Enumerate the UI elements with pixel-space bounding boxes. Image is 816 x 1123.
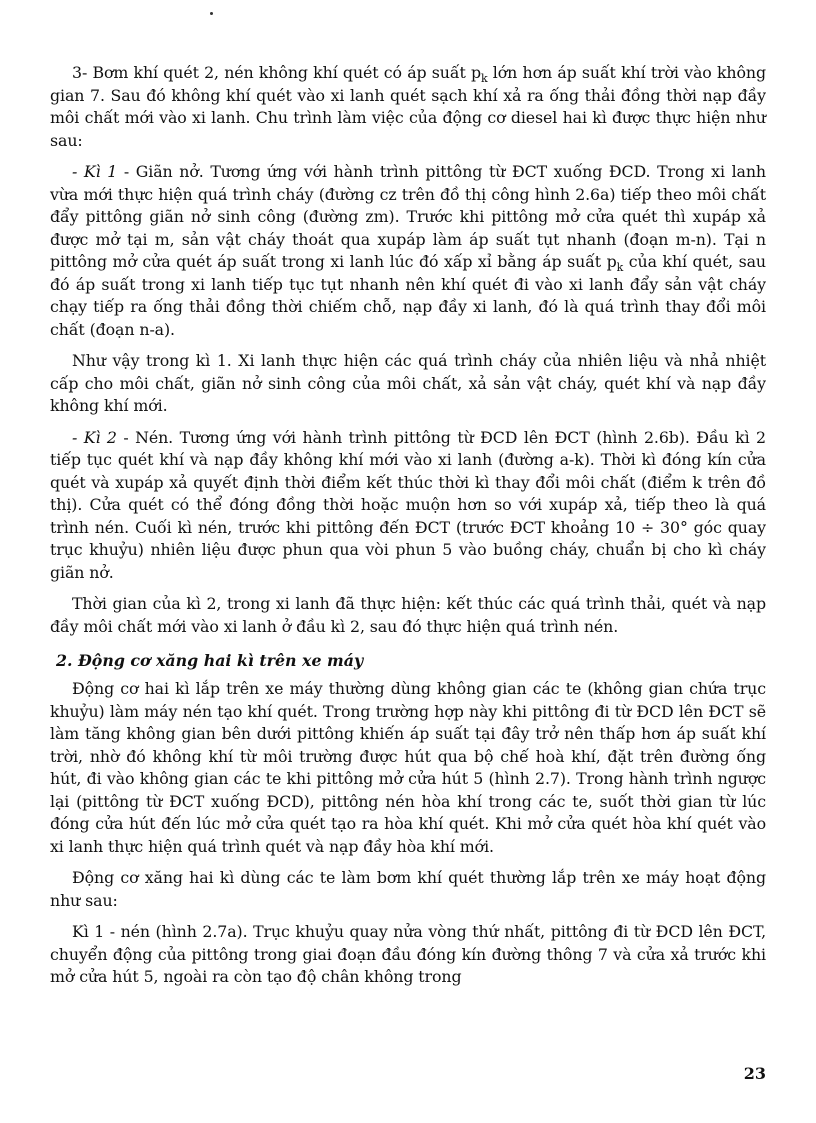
paragraph-air-pump: 3- Bơm khí quét 2, nén không khí quét có áp suất $p_k$ lớn hơn áp suất khí trời vào không gian 7. Sau đó không khí quét vào xi lanh quét sạch khí xả ra ống thải đồng thời nạp đầy môi chất mới vào xi lanh. Chu trình làm việc của động cơ diesel hai kì được thực hiện như sau: bbox=[50, 63, 766, 150]
stroke-2-label: - Kì 2 bbox=[72, 427, 117, 447]
scan-speck bbox=[210, 12, 213, 15]
paragraph-stroke-1-summary: Như vậy trong kì 1. Xi lanh thực hiện các quá trình cháy của nhiên liệu và nhả nhiệt cấp cho môi chất, giãn nở sinh công của môi chất, xả sản vật cháy, quét khí và nạp đầy không khí mới. bbox=[50, 351, 766, 415]
paragraph-stroke-2-summary: Thời gian của kì 2, trong xi lanh đã thực hiện: kết thúc các quá trình thải, quét và nạp đầy môi chất mới vào xi lanh ở đầu kì 2, sau đó thực hiện quá trình nén. bbox=[50, 594, 766, 636]
paragraph-stroke-1-compression: Kì 1 - nén (hình 2.7a). Trục khuỷu quay nửa vòng thứ nhất, pittông đi từ ĐCD lên ĐCT, chuyển động của pittông trong giai đoạn đầu đóng kín đường thông 7 và cửa xả trước khi mở cửa hút 5, ngoài ra còn tạo độ chân không trong bbox=[50, 922, 766, 986]
stroke-1-label: - Kì 1 bbox=[72, 162, 118, 181]
section-heading: 2. Động cơ xăng hai kì trên xe máy bbox=[56, 651, 364, 670]
paragraph-stroke-2-diesel: - Kì 2 - Nén. Tương ứng với hành trình pittông từ ĐCD lên ĐCT (hình 2.6b). Đầu kì 2 tiếp tục quét khí và nạp đầy không khí mới vào xi lanh (đường a-k). Thời kì đóng kín cửa quét và xupáp xả quyết định thời điểm kết thúc thời kì thay đổi môi chất (điểm k trên đồ thị). Cửa quét có thể đóng đồng thời hoặc muộn hơn so với xupáp xả, tiếp theo là quá trình nén. Cuối kì nén, trước khi pittông đến ĐCT (trước ĐCT khoảng 10 ÷ 30° góc quay trục khuỷu) nhiên liệu được phun qua vòi phun 5 vào buồng cháy, chuẩn bị cho kì cháy giãn nở. bbox=[50, 427, 767, 582]
paragraph-operation-intro: Động cơ xăng hai kì dùng các te làm bơm khí quét thường lắp trên xe máy hoạt động như sau: bbox=[50, 868, 766, 910]
page-number: 23 bbox=[743, 1064, 766, 1083]
paragraph-motorbike-engine: Động cơ hai kì lắp trên xe máy thường dùng không gian các te (không gian chứa trục khuỷu) làm máy nén tạo khí quét. Trong trường hợp này khi pittông đi từ ĐCD lên ĐCT sẽ làm tăng không gian bên dưới pittông khiến áp suất tại đây trở nên thấp hơn áp suất khí trời, nhờ đó không khí từ môi trường được hút qua bộ chế hoà khí, đặt trên đường ống hút, đi vào không gian các te khi pittông mở cửa hút 5 (hình 2.7). Trong hành trình ngược lại (pittông từ ĐCT xuống ĐCD), pittông nén hòa khí trong các te, suốt thời gian từ lúc đóng cửa hút đến lúc mở cửa quét tạo ra hòa khí quét. Khi mở cửa quét hòa khí quét vào xi lanh thực hiện quá trình quét và nạp đầy hòa khí mới. bbox=[50, 679, 766, 856]
paragraph-stroke-1-diesel: - Kì 1 - Giãn nở. Tương ứng với hành trình pittông từ ĐCT xuống ĐCD. Trong xi lanh vừa mới thực hiện quá trình cháy (đường cz trên đồ thị công hình 2.6a) tiếp theo môi chất đẩy pittông giãn nở sinh công (đường zm). Trước khi pittông mở cửa quét thì xupáp xả được mở tại m, sản vật cháy thoát qua xupáp làm áp suất tụt nhanh (đoạn m-n). Tại n pittông mở cửa quét áp suất trong xi lanh lúc đó xấp xỉ bằng áp suất $p_k$ của khí quét, sau đó áp suất trong xi lanh tiếp tục tụt nhanh nên khí quét đi vào xi lanh đẩy sản vật cháy chạy tiếp ra ống thải đồng thời chiếm chỗ, nạp đầy xi lanh, đó là quá trình thay đổi môi chất (đoạn n-a). bbox=[50, 162, 766, 339]
